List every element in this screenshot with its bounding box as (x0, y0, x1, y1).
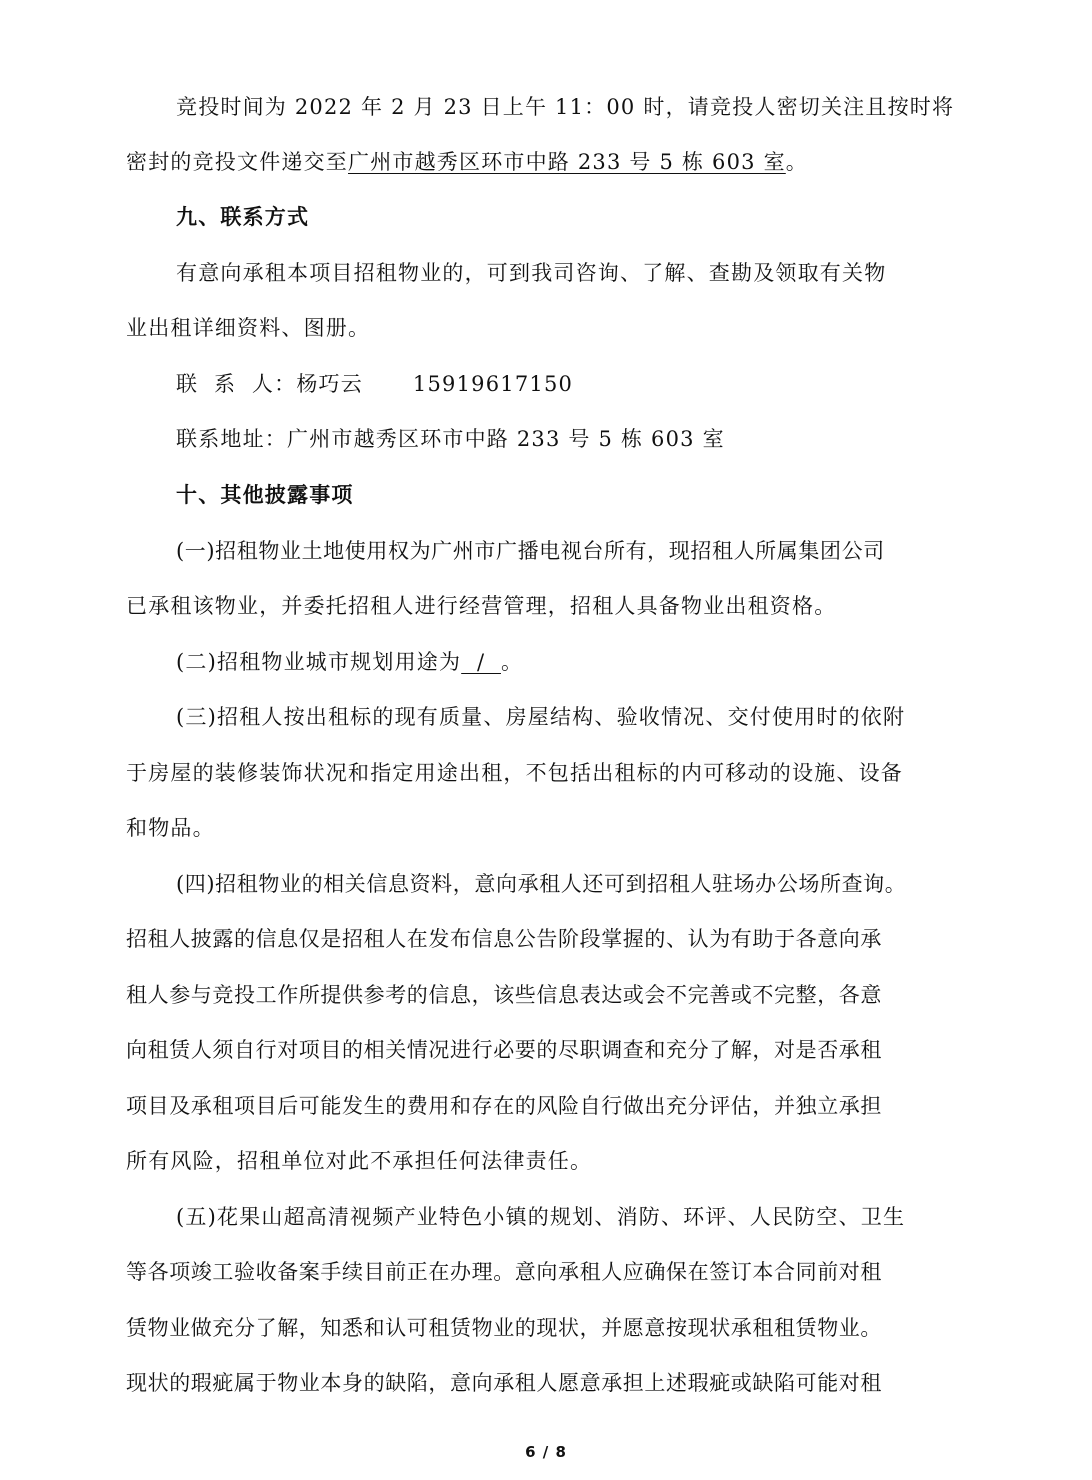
paragraph-line: 所有风险，招租单位对此不承担任何法律责任。 (126, 1149, 593, 1173)
paragraph-line: (四)招租物业的相关信息资料，意向承租人还可到招租人驻场办公场所查询。 (176, 872, 907, 896)
paragraph-line: 向租赁人须自行对项目的相关情况进行必要的尽职调查和充分了解，对是否承租 (126, 1038, 882, 1062)
address-label: 联系地址： (176, 427, 287, 451)
section-heading: 十、其他披露事项 (176, 483, 354, 507)
paragraph-line: 赁物业做充分了解，知悉和认可租赁物业的现状，并愿意按现状承租租赁物业。 (126, 1316, 882, 1340)
contact-address-line (176, 424, 725, 454)
paragraph-line: 业出租详细资料、图册。 (126, 316, 371, 340)
text-span: (二)招租物业城市规划用途为 (176, 650, 462, 674)
paragraph-line: 和物品。 (126, 816, 215, 840)
paragraph-line: 现状的瑕疵属于物业本身的缺陷，意向承租人愿意承担上述瑕疵或缺陷可能对租 (126, 1371, 882, 1395)
paragraph-line: 已承租该物业，并委托招租人进行经营管理，招租人具备物业出租资格。 (126, 594, 837, 618)
underlined-address: 广州市越秀区环市中路 233 号 5 栋 603 室 (348, 150, 786, 174)
paragraph-line: (一)招租物业土地使用权为广州市广播电视台所有，现招租人所属集团公司 (176, 539, 885, 563)
contact-person-line (176, 369, 573, 399)
paragraph-line: 项目及承租项目后可能发生的费用和存在的风险自行做出充分评估，并独立承担 (126, 1094, 882, 1118)
contact-label: 联 系 人： (176, 372, 297, 396)
text-span: 。 (785, 150, 808, 174)
page-number: 6 / 8 (525, 1443, 567, 1461)
address-value: 广州市越秀区环市中路 233 号 5 栋 603 室 (287, 427, 725, 451)
paragraph-line (176, 647, 523, 677)
paragraph-line: (五)花果山超高清视频产业特色小镇的规划、消防、环评、人民防空、卫生 (176, 1205, 906, 1229)
paragraph-line: 于房屋的装修装饰状况和指定用途出租，不包括出租标的内可移动的设施、设备 (126, 761, 903, 785)
paragraph-line: 竞投时间为 2022 年 2 月 23 日上午 11：00 时，请竞投人密切关注且按时将 (176, 95, 955, 119)
paragraph-line: (三)招租人按出租标的现有质量、房屋结构、验收情况、交付使用时的依附 (176, 705, 906, 729)
paragraph-line (126, 147, 808, 177)
section-heading: 九、联系方式 (176, 205, 310, 229)
paragraph-line: 租人参与竞投工作所提供参考的信息，该些信息表达或会不完善或不完整，各意 (126, 983, 882, 1007)
paragraph-line: 有意向承租本项目招租物业的，可到我司咨询、了解、查勘及领取有关物 (176, 261, 887, 285)
contact-phone: 15919617150 (412, 372, 574, 396)
contact-name: 杨巧云 (296, 372, 363, 396)
paragraph-line: 等各项竣工验收备案手续目前正在办理。意向承租人应确保在签订本合同前对租 (126, 1260, 882, 1284)
underlined-value: / (461, 650, 501, 674)
text-span: 。 (500, 650, 524, 674)
paragraph-line: 招租人披露的信息仅是招租人在发布信息公告阶段掌握的、认为有助于各意向承 (126, 927, 882, 951)
text-span: 密封的竞投文件递交至 (126, 150, 348, 174)
